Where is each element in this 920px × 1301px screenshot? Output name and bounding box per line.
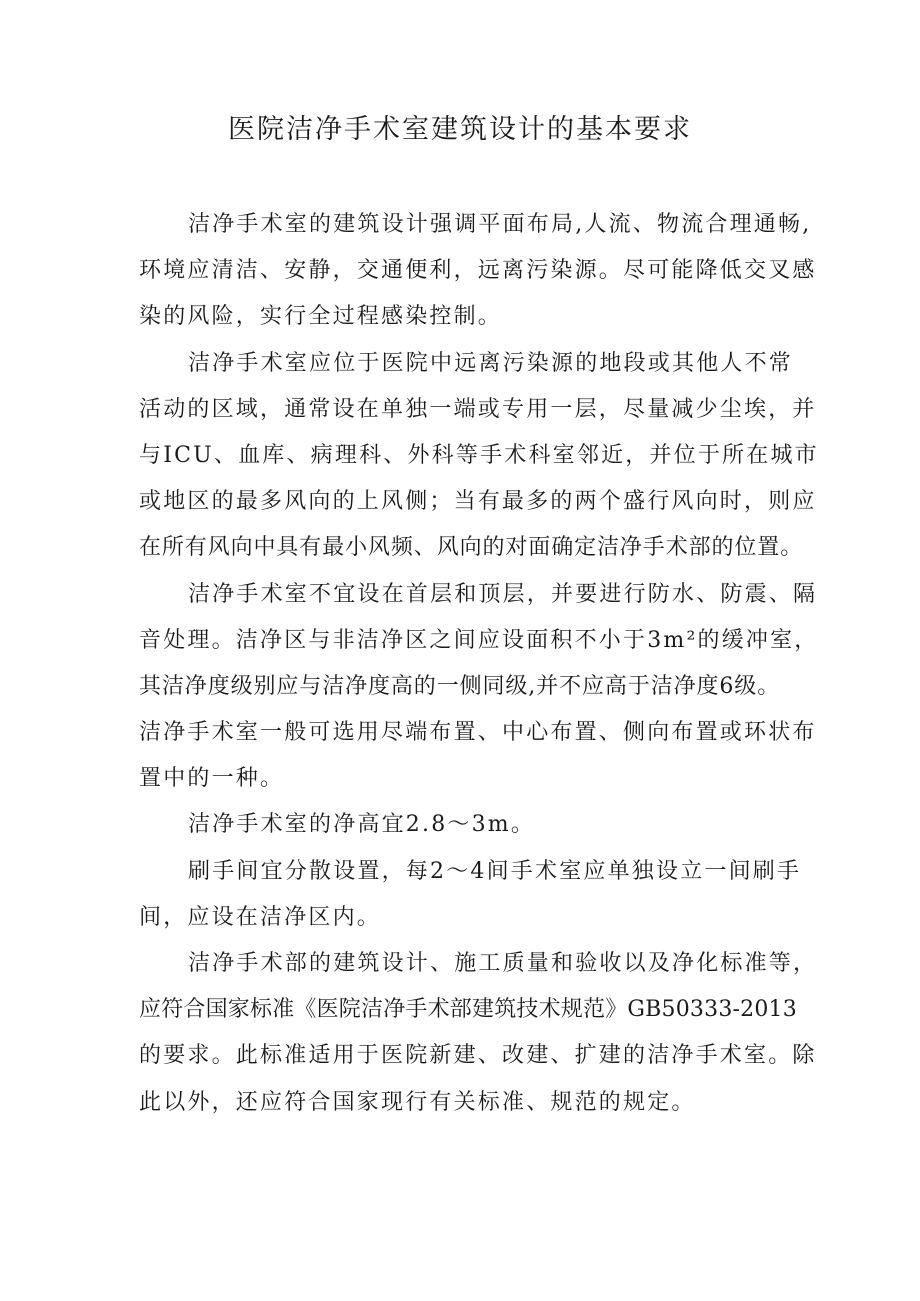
paragraph-2-line-5: 在所有风向中具有最小风频、风向的对面确定洁净手术部的位置。 xyxy=(139,535,804,561)
paragraph-2-line-1: 洁净手术室应位于医院中远离污染源的地段或其他人不常 xyxy=(188,350,794,376)
paragraph-3-line-2: 音处理。洁净区与非洁净区之间应设面积不小于3m²的缓冲室， xyxy=(139,627,819,653)
paragraph-2-line-3: 与ICU、血库、病理科、外科等手术科室邻近，并位于所在城市 xyxy=(139,442,819,468)
paragraph-6-line-1: 洁净手术部的建筑设计、施工质量和验收以及净化标准等， xyxy=(188,951,818,976)
document-body xyxy=(139,202,819,1126)
paragraph-1-line-3: 染的风险，实行全过程感染控制。 xyxy=(139,304,503,330)
paragraph-4-line-1: 洁净手术室的净高宜2.8～3m。 xyxy=(188,812,536,838)
paragraph-3-line-4: 洁净手术室一般可选用尽端布置、中心布置、侧向布置或环状布 xyxy=(139,720,817,746)
paragraph-1-line-1: 洁净手术室的建筑设计强调平面布局,人流、物流合理通畅, xyxy=(188,212,812,237)
paragraph-2-line-2: 活动的区域，通常设在单独一端或专用一层，尽量减少尘埃，并 xyxy=(139,396,817,422)
paragraph-6-line-3: 的要求。此标准适用于医院新建、改建、扩建的洁净手术室。除 xyxy=(139,1043,817,1069)
paragraph-3-line-1: 洁净手术室不宜设在首层和顶层，并要进行防水、防震、隔 xyxy=(188,581,818,607)
paragraph-5-line-2: 间，应设在洁净区内。 xyxy=(139,904,382,930)
paragraph-3-line-5: 置中的一种。 xyxy=(139,766,285,792)
paragraph-1-line-2: 环境应清洁、安静，交通便利，远离污染源。尽可能降低交叉感 xyxy=(139,258,817,284)
document-title: 医院洁净手术室建筑设计的基本要求 xyxy=(228,114,692,145)
paragraph-3-line-3: 其洁净度级别应与洁净度高的一侧同级,并不应高于洁净度6级。 xyxy=(139,673,781,699)
paragraph-5-line-1: 刷手间宜分散设置，每2～4间手术室应单独设立一间刷手 xyxy=(188,858,802,884)
paragraph-6-line-4: 此以外，还应符合国家现行有关标准、规范的规定。 xyxy=(139,1089,696,1115)
paragraph-6-line-2: 应符合国家标准《医院洁净手术部建筑技术规范》GB50333-2013 xyxy=(139,997,797,1023)
paragraph-2-line-4: 或地区的最多风向的上风侧；当有最多的两个盛行风向时，则应 xyxy=(139,489,817,515)
